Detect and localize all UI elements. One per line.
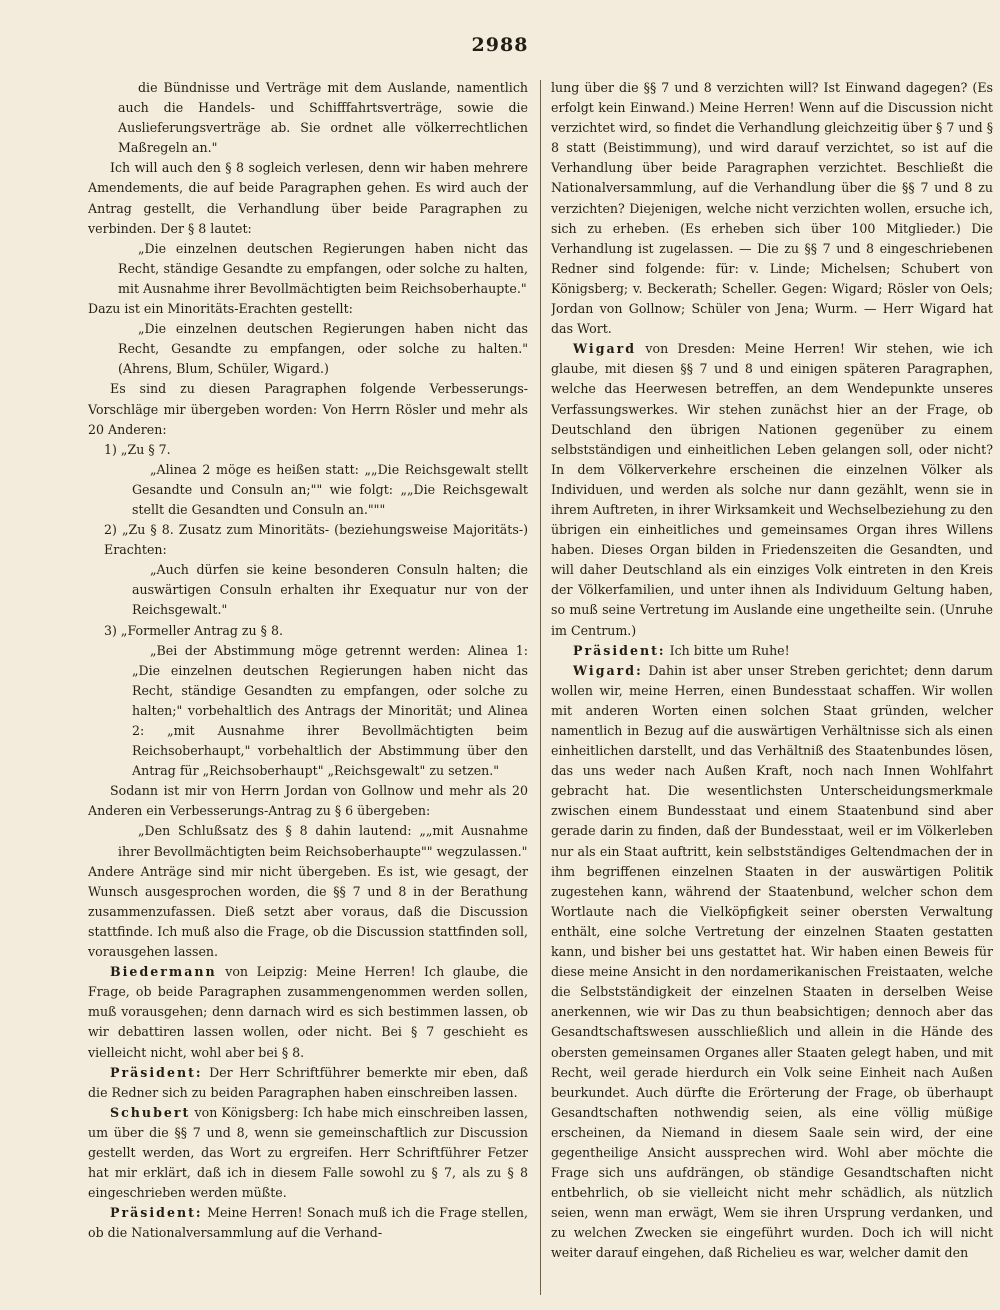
paragraph-text: „Bei der Abstimmung möge getrennt werden: Alinea 1: „Die einzelnen deutschen Regierungen haben nicht das Recht, ständige Gesandten zu empfangen, oder solche zu halten;" vorbehaltlich des Antrags der Minorität; und Alinea 2: „mit Ausnahme ihrer Bevollmächtigten beim Reichsoberhaupt," vorbehaltlich der Abstimmung über den Antrag für „Reichsoberhaupt" „Reichsgewalt" zu setzen." bbox=[132, 642, 528, 779]
left-column bbox=[88, 78, 528, 1298]
column-divider bbox=[540, 80, 541, 1295]
paragraph-text: Ich will auch den § 8 sogleich verlesen, denn wir haben mehrere Amendements, die auf beide Paragraphen gehen. Es wird auch der Antrag gestellt, die Verhandlung über beide Paragraphen zu verbinden. Der § 8 lautet: bbox=[88, 160, 528, 236]
speaker-paragraph bbox=[551, 641, 993, 661]
paragraph bbox=[88, 299, 528, 319]
speaker-paragraph bbox=[88, 1063, 528, 1103]
speaker-name: Präsident: bbox=[110, 1205, 203, 1221]
paragraph bbox=[88, 78, 528, 158]
speaker-paragraph bbox=[551, 339, 993, 640]
paragraph-text: 2) „Zu § 8. Zusatz zum Minoritäts- (beziehungsweise Majoritäts-) Erachten: bbox=[104, 522, 528, 558]
paragraph-text: von Dresden: Meine Herren! Wir stehen, wie ich glaube, mit diesen §§ 7 und 8 und einigen späteren Paragraphen, welche das Heerwesen betreffen, an dem Wendepunkte unseres Verfassungswerkes. Wir stehen zunächst hier an der Frage, ob Deutschland den übrigen Nationen gegenüber zu einem selbstständigen und einheitlichen Leben gelangen soll, oder nicht? In dem Völkerverkehre erscheinen die einzelnen Völker als Individuen, und werden als solche nur dann gezählt, wenn sie in ihrem Auftreten, in ihrer Wirksamkeit und Wechselbeziehung zu den übrigen ein einheitliches und gemeinsames Organ ihres Willens haben. Dieses Organ bilden in Friedenszeiten die Gesandten, und will daher Deutschland als ein einziges Volk eintreten in den Kreis der Völkerfamilien, und unter ihnen als Individuum Geltung haben, so muß seine Vertretung im Auslande eine ungetheilte sein. (Unruhe im Centrum.) bbox=[551, 341, 993, 638]
paragraph bbox=[88, 641, 528, 782]
speaker-name: Wigard bbox=[573, 341, 637, 357]
paragraph-text: „Auch dürfen sie keine besonderen Consuln halten; die auswärtigen Consuln erhalten ihr Exequatur nur von der Reichsgewalt." bbox=[132, 562, 528, 618]
paragraph-text: Es sind zu diesen Paragraphen folgende Verbesserungs-Vorschläge mir übergeben worden: Von Herrn Rösler und mehr als 20 Anderen: bbox=[88, 381, 528, 437]
paragraph-text: „Die einzelnen deutschen Regierungen haben nicht das Recht, Gesandte zu empfangen, oder solche zu halten." (Ahrens, Blum, Schüler, Wigard.) bbox=[118, 321, 528, 377]
paragraph bbox=[88, 440, 528, 460]
paragraph-text: „Alinea 2 möge es heißen statt: „„Die Reichsgewalt stellt Gesandte und Consuln an;"" wie folgt: „„Die Reichsgewalt stellt die Gesandten und Consuln an.""" bbox=[132, 461, 528, 517]
paragraph-text: 1) „Zu § 7. bbox=[104, 441, 171, 457]
speaker-name: Präsident: bbox=[573, 642, 666, 658]
paragraph-text: „Den Schlußsatz des § 8 dahin lautend: „„mit Ausnahme ihrer Bevollmächtigten beim Reichsoberhaupte"" wegzulassen." bbox=[118, 823, 528, 859]
paragraph bbox=[88, 379, 528, 439]
paragraph-text: von Leipzig: Meine Herren! Ich glaube, die Frage, ob beide Paragraphen zusammengenommen werden sollen, muß vorausgehen; denn darnach wird es sich bestimmen lassen, ob wir debattiren lassen wollen, oder nicht. Bei § 7 geschieht es vielleicht nicht, wohl aber bei § 8. bbox=[88, 964, 528, 1060]
paragraph-text: Der Herr Schriftführer bemerkte mir eben, daß die Redner sich zu beiden Paragraphen haben einschreiben lassen. bbox=[88, 1064, 528, 1100]
paragraph-text: Dahin ist aber unser Streben gerichtet; denn darum wollen wir, meine Herren, einen Bundesstaat schaffen. Wir wollen mit anderen Worten einen solchen Staat gründen, welcher namentlich in Bezug auf die auswärtigen Verhältnisse sich als einen einheitlichen darstellt, und das Verhältniß des Staatenbundes lösen, das uns weder nach Außen Kraft, noch nach Innen Wohlfahrt gebracht hat. Die wesentlichsten Unterscheidungsmerkmale zwischen einem Bundesstaat und einem Staatenbund sind aber gerade darin zu finden, daß der Bundesstaat, weil er im Völkerleben nur als ein Staat auftritt, kein selbstständiges Geltendmachen der in ihm begriffenen einzelnen Staaten in der auswärtigen Politik zugestehen kann, während der Staatenbund, welcher schon dem Wortlaute nach die Vielköpfigkeit seiner obersten Verwaltung enthält, eine solche Vertretung der einzelnen Staaten gestatten kann, und bisher bei uns gestattet hat. Wir haben einen Beweis für diese meine Ansicht in den nordamerikanischen Freistaaten, welche die Selbstständigkeit der einzelnen Staaten in derselben Weise anerkennen, wie wir Das zu thun beabsichtigen; dennoch aber das Gesandtschaftswesen ausschließlich und allein in die Hände des obersten gemeinsamen Organes aller Staaten gelegt haben, und mit Recht, weil gerade hierdurch ein Volk seine Einheit nach Außen beurkundet. Auch dürfte die Erörterung der Frage, ob überhaupt Gesandtschaften nothwendig seien, als eine völlig müßige erscheinen, da Niemand in diesem Saale sein wird, der eine gegentheilige Ansicht aussprechen wird. Wohl aber möchte die Frage sich uns aufdrängen, ob ständige Gesandtschaften nicht entbehrlich, ob sie vielleicht nicht mehr schädlich, als nützlich seien, wenn man erwägt, Wem sie ihren Ursprung verdanken, und zu welchen Zwecken sie eingeführt wurden. Doch ich will nicht weiter darauf eingehen, daß Richelieu es war, welcher damit den bbox=[551, 662, 993, 1261]
paragraph-text: von Königsberg: Ich habe mich einschreiben lassen, um über die §§ 7 und 8, wenn sie gemeinschaftlich zur Discussion gestellt werden, das Wort zu ergreifen. Herr Schriftführer Fetzer hat mir erklärt, daß ich in diesem Falle sowohl zu § 7, als zu § 8 eingeschrieben werden müßte. bbox=[88, 1104, 528, 1201]
paragraph-text: lung über die §§ 7 und 8 verzichten will? Ist Einwand dagegen? (Es erfolgt kein Einwand.) Meine Herren! Wenn auf die Discussion nicht verzichtet wird, so findet die Verhandlung gleichzeitig über § 7 und § 8 statt (Beistimmung), und wird darauf verzichtet, so ist auf die Verhandlung über beide Paragraphen verzichtet. Beschließt die Nationalversammlung, auf die Verhandlung über die §§ 7 und 8 zu verzichten? Diejenigen, welche nicht verzichten wollen, ersuche ich, sich zu erheben. (Es erheben sich über 100 Mitglieder.) Die Verhandlung ist zugelassen. — Die zu §§ 7 und 8 eingeschriebenen Redner sind folgende: für: v. Linde; Michelsen; Schubert von Königsberg; v. Beckerath; Scheller. Gegen: Wigard; Rösler von Oels; Jordan von Gollnow; Schüler von Jena; Wurm. — Herr Wigard hat das Wort. bbox=[551, 80, 993, 337]
paragraph bbox=[88, 319, 528, 379]
paragraph-text: Meine Herren! Sonach muß ich die Frage stellen, ob die Nationalversammlung auf die Verhand- bbox=[88, 1205, 528, 1241]
paragraph-text: Ich bitte um Ruhe! bbox=[669, 642, 790, 658]
speaker-paragraph bbox=[551, 661, 993, 1264]
paragraph bbox=[88, 158, 528, 238]
paragraph bbox=[88, 560, 528, 620]
paragraph bbox=[551, 78, 993, 339]
paragraph bbox=[88, 621, 528, 641]
speaker-name: Wigard: bbox=[573, 662, 643, 678]
paragraph bbox=[88, 520, 528, 560]
paragraph bbox=[88, 781, 528, 821]
paragraph bbox=[88, 821, 528, 861]
paragraph bbox=[88, 862, 528, 962]
right-column bbox=[551, 78, 993, 1298]
paragraph-text: Sodann ist mir von Herrn Jordan von Gollnow und mehr als 20 Anderen ein Verbesserungs-Antrag zu § 6 übergeben: bbox=[88, 783, 528, 819]
speaker-paragraph bbox=[88, 1203, 528, 1243]
speaker-paragraph bbox=[88, 962, 528, 1062]
paragraph-text: „Die einzelnen deutschen Regierungen haben nicht das Recht, ständige Gesandte zu empfangen, oder solche zu halten, mit Ausnahme ihrer Bevollmächtigten beim Reichsoberhaupte." bbox=[118, 240, 528, 296]
paragraph-text: Dazu ist ein Minoritäts-Erachten gestellt: bbox=[88, 301, 353, 317]
paragraph bbox=[88, 460, 528, 520]
paragraph-text: 3) „Formeller Antrag zu § 8. bbox=[104, 622, 283, 638]
speaker-name: Präsident: bbox=[110, 1064, 203, 1080]
paragraph-text: Andere Anträge sind mir nicht übergeben. Es ist, wie gesagt, der Wunsch ausgesprochen worden, die §§ 7 und 8 in der Berathung zusammenzufassen. Dieß setzt aber voraus, daß die Discussion stattfinde. Ich muß also die Frage, ob die Discussion stattfinden soll, vorausgehen lassen. bbox=[88, 863, 528, 960]
speaker-paragraph bbox=[88, 1103, 528, 1203]
speaker-name: Biedermann bbox=[110, 964, 217, 980]
paragraph-text: die Bündnisse und Verträge mit dem Auslande, namentlich auch die Handels- und Schifffahrtsverträge, sowie die Auslieferungsverträge ab. Sie ordnet alle völkerrechtlichen Maßregeln an." bbox=[118, 80, 528, 156]
page-number: 2988 bbox=[471, 34, 529, 56]
paragraph bbox=[88, 239, 528, 299]
speaker-name: Schubert bbox=[110, 1104, 191, 1120]
